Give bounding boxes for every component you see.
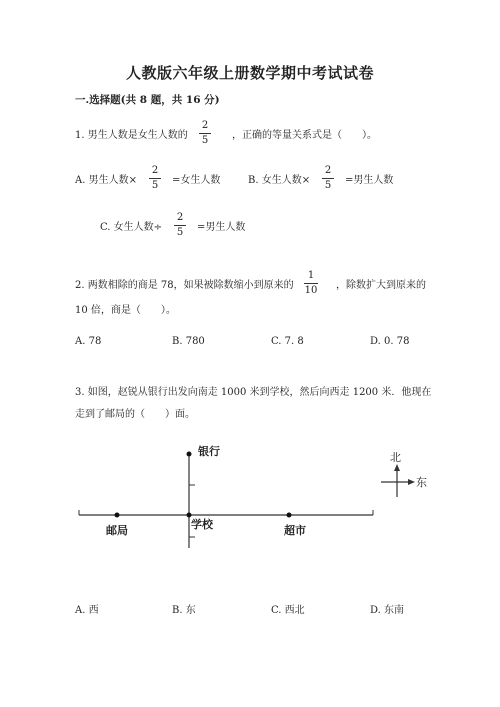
q2-frac-num: 1: [307, 270, 315, 281]
q3-option-b: B. 东: [172, 605, 196, 616]
page-title: 人教版六年级上册数学期中考试试卷: [125, 64, 374, 82]
q2-stem-post: ，除数扩大到原来的: [336, 280, 426, 291]
post-office-label: 邮局: [106, 524, 128, 537]
q1-option-c-post: =男生人数: [197, 222, 246, 233]
bank-point: [187, 452, 192, 457]
compass-east-label: 东: [416, 476, 427, 489]
section-heading: 一.选择题(共 8 题，共 16 分): [75, 94, 220, 106]
supermarket-label: 超市: [284, 524, 306, 537]
compass-north-label: 北: [390, 451, 401, 464]
q2-option-b: B. 780: [172, 336, 205, 347]
q2-option-a: A. 78: [75, 336, 102, 347]
q1-stem-post: ，正确的等量关系式是（ ）。: [232, 130, 377, 141]
q1-option-b-post: =男生人数: [345, 175, 394, 186]
compass-north-arrow: [394, 464, 400, 471]
supermarket-point: [287, 513, 292, 518]
q1-stem-pre: 1. 男生人数是女生人数的: [75, 130, 188, 141]
q1-option-b-pre: B. 女生人数×: [248, 175, 311, 186]
compass-east-arrow: [408, 479, 415, 485]
q3-stem-line1: 3. 如图，赵锐从银行出发向南走 1000 米到学校，然后向西走 1200 米．他现在: [75, 387, 432, 398]
q1-option-c-pre: C. 女生人数÷: [100, 222, 163, 233]
q1-option-a-frac-den: 5: [151, 180, 159, 191]
q3-option-c: C. 西北: [271, 605, 305, 616]
school-label: 学校: [191, 518, 213, 531]
q1-option-c-frac-den: 5: [176, 227, 184, 238]
q2-stem-pre: 2. 两数相除的商是 78，如果被除数缩小到原来的: [75, 280, 294, 291]
q1-option-a-frac-num: 2: [151, 165, 159, 176]
bank-label: 银行: [198, 445, 220, 458]
q2-frac-den: 10: [304, 285, 318, 296]
q1-option-a-post: =女生人数: [172, 175, 221, 186]
q3-option-a: A. 西: [75, 605, 99, 616]
q1-option-b-frac-den: 5: [324, 180, 332, 191]
q1-option-b-frac-num: 2: [324, 165, 332, 176]
q1-frac-den: 5: [201, 135, 209, 146]
q1-frac-num: 2: [201, 120, 209, 131]
q3-option-d: D. 东南: [370, 605, 405, 616]
q2-option-c: C. 7. 8: [271, 336, 304, 347]
q2-option-d: D. 0. 78: [370, 336, 410, 347]
q2-stem-line2: 10 倍，商是（ ）。: [75, 305, 176, 316]
q1-option-a-pre: A. 男生人数×: [75, 175, 137, 186]
q3-stem-line2: 走到了邮局的（ ）面。: [75, 409, 195, 420]
post-office-point: [115, 513, 120, 518]
q1-option-c-frac-num: 2: [176, 212, 184, 223]
